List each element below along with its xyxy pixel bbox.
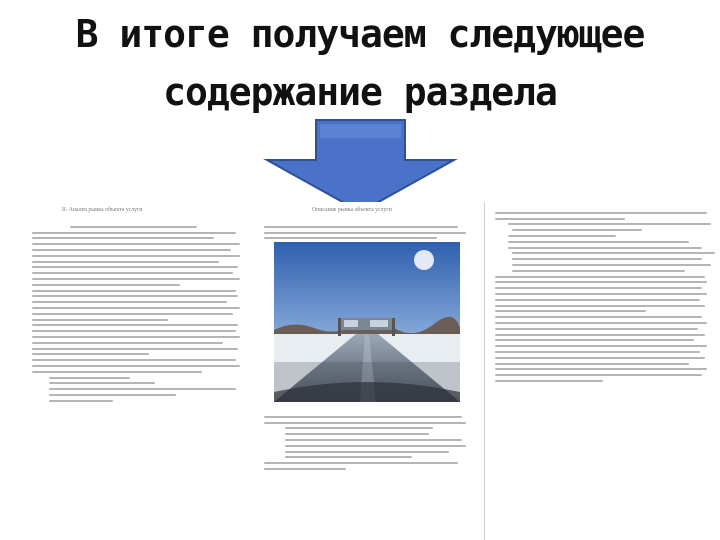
page1-heading: II. Анализ рынка объекта услуги: [62, 207, 143, 213]
slide-title-line1: В итоге получаем следующее: [75, 12, 645, 56]
page1-text-block: [32, 222, 244, 406]
page2-heading: Описание рынка объекта услуги: [312, 207, 392, 213]
page2-text-top: [264, 222, 470, 243]
document-page-2: [256, 202, 478, 540]
road-winter-photo-icon: [274, 242, 460, 402]
slide-title-line2: содержание раздела: [163, 70, 557, 114]
page2-text-bottom: [264, 412, 470, 474]
document-page-3: [484, 202, 720, 540]
document-page-1: [24, 202, 250, 540]
page3-text-block: [495, 208, 711, 386]
down-arrow-icon: [258, 118, 463, 214]
